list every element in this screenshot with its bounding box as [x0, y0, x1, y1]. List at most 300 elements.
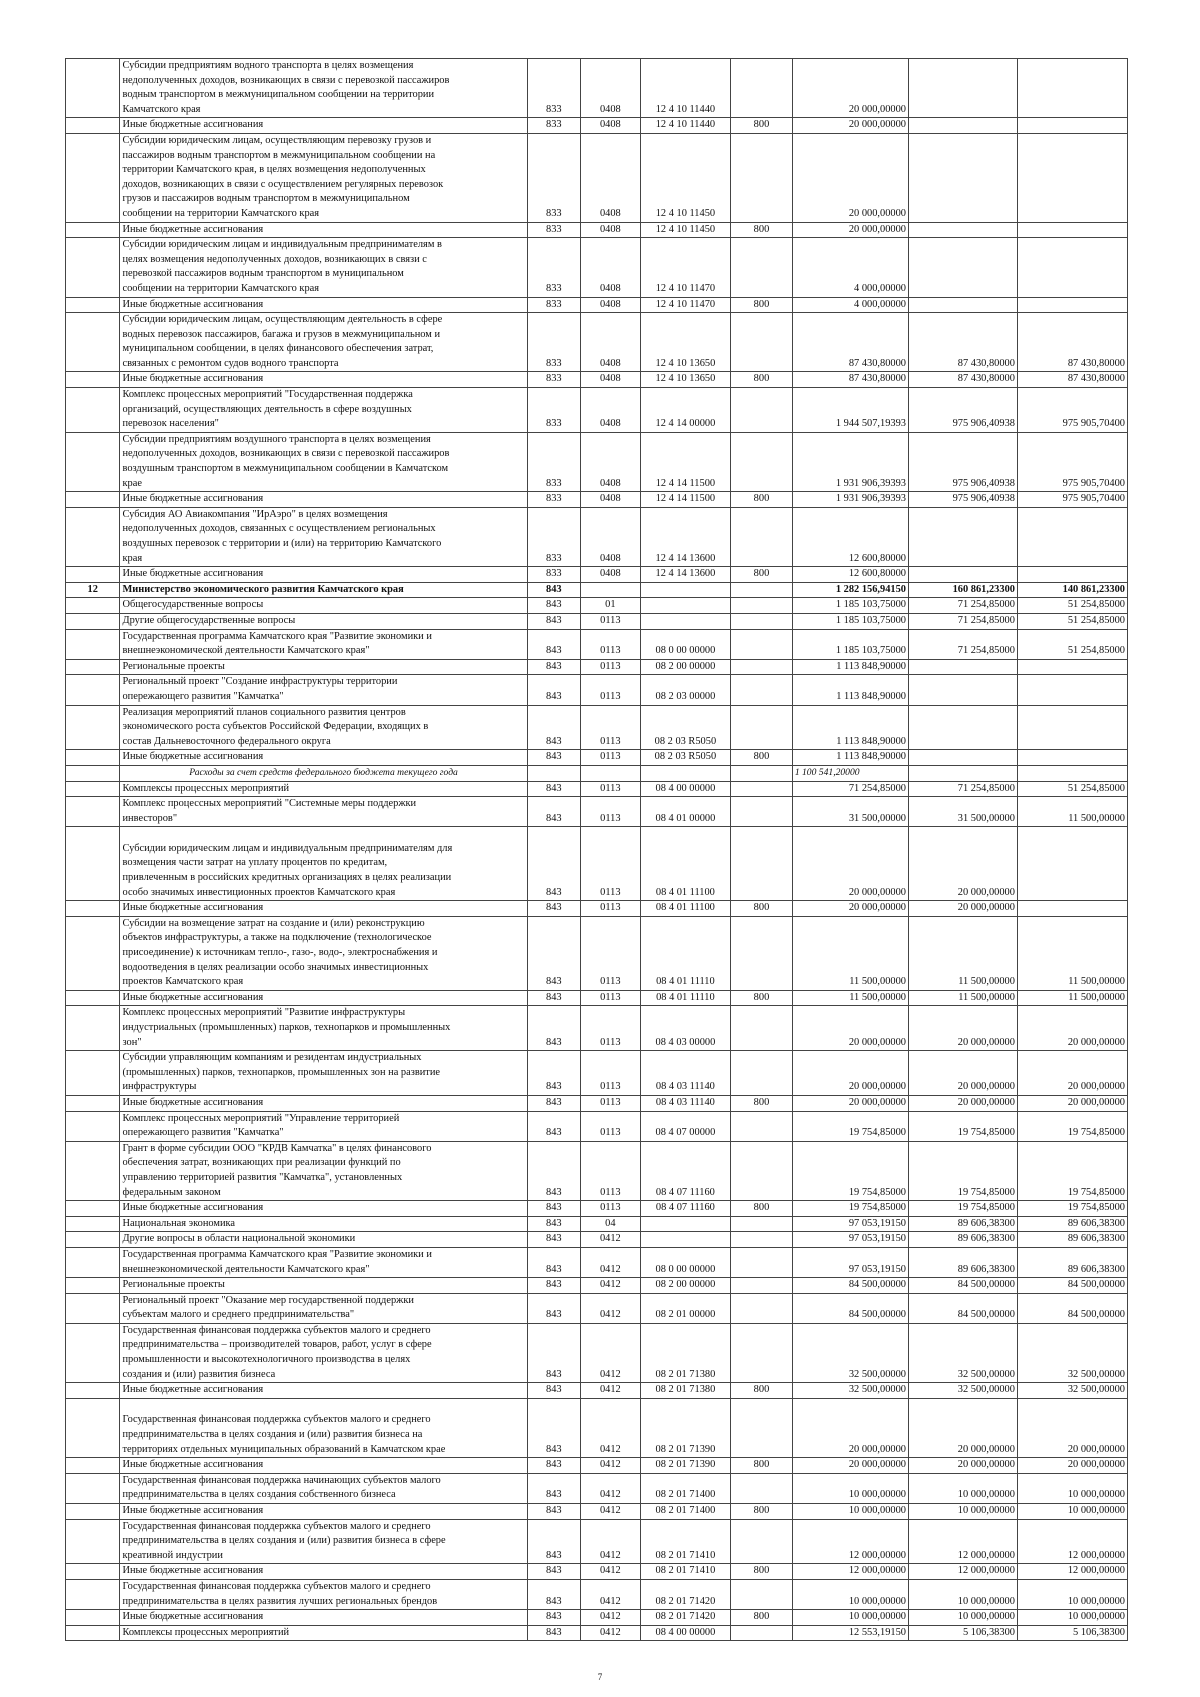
cell-sum-year-2: 89 606,38300 [908, 1247, 1017, 1277]
cell-sum-year-2 [908, 507, 1017, 566]
cell-code-gr: 843 [527, 1278, 580, 1294]
cell-code-gr: 843 [527, 1458, 580, 1474]
cell-code-cs: 08 2 01 71380 [640, 1383, 730, 1399]
cell-sum-year-1: 11 500,00000 [792, 990, 908, 1006]
cell-row-number [66, 1610, 120, 1626]
cell-sum-year-1: 84 500,00000 [792, 1278, 908, 1294]
cell-code-vr [731, 1398, 793, 1457]
cell-sum-year-2 [908, 297, 1017, 313]
cell-sum-year-1: 20 000,00000 [792, 1051, 908, 1096]
cell-code-cs: 08 4 01 11110 [640, 916, 730, 990]
cell-row-number [66, 1095, 120, 1111]
cell-code-rz: 0412 [581, 1247, 641, 1277]
cell-sum-year-3: 89 606,38300 [1017, 1232, 1127, 1248]
cell-item-name: Иные бюджетные ассигнования [120, 750, 527, 766]
cell-code-vr [731, 59, 793, 118]
cell-code-cs: 12 4 10 11450 [640, 133, 730, 222]
cell-sum-year-3: 84 500,00000 [1017, 1293, 1127, 1323]
cell-sum-year-3: 32 500,00000 [1017, 1323, 1127, 1382]
cell-code-cs: 08 4 00 00000 [640, 1625, 730, 1641]
cell-code-gr: 843 [527, 1473, 580, 1503]
cell-row-number [66, 797, 120, 827]
cell-item-name: Государственная финансовая поддержка субъектов малого и среднего предпринимательства – производителей товаров, работ, услуг в сфере промышленности и высокотехнологичного производства в целях создания и (или) развития бизнеса [120, 1323, 527, 1382]
cell-sum-year-3: 140 861,23300 [1017, 582, 1127, 598]
cell-sum-year-3: 89 606,38300 [1017, 1247, 1127, 1277]
cell-code-vr: 800 [731, 1504, 793, 1520]
table-row [66, 1398, 1128, 1457]
cell-code-gr: 843 [527, 1111, 580, 1141]
cell-code-vr [731, 916, 793, 990]
cell-sum-year-1: 11 500,00000 [792, 916, 908, 990]
cell-sum-year-1: 87 430,80000 [792, 313, 908, 372]
table-row [66, 797, 1128, 827]
table-row [66, 613, 1128, 629]
cell-sum-year-3 [1017, 659, 1127, 675]
cell-sum-year-3 [1017, 59, 1127, 118]
cell-sum-year-2: 10 000,00000 [908, 1473, 1017, 1503]
table-row [66, 1293, 1128, 1323]
table-row [66, 990, 1128, 1006]
cell-sum-year-1: 12 600,80000 [792, 507, 908, 566]
cell-sum-year-1: 20 000,00000 [792, 827, 908, 901]
cell-sum-year-1: 97 053,19150 [792, 1232, 908, 1248]
cell-sum-year-2: 12 000,00000 [908, 1564, 1017, 1580]
cell-code-gr: 843 [527, 990, 580, 1006]
cell-code-gr: 843 [527, 1141, 580, 1200]
cell-code-cs: 08 0 00 00000 [640, 1247, 730, 1277]
table-row [66, 388, 1128, 433]
cell-sum-year-1: 20 000,00000 [792, 222, 908, 238]
cell-sum-year-3: 20 000,00000 [1017, 1051, 1127, 1096]
cell-row-number [66, 1006, 120, 1051]
cell-sum-year-1: 1 931 906,39393 [792, 432, 908, 491]
cell-code-rz: 0408 [581, 133, 641, 222]
cell-sum-year-3 [1017, 238, 1127, 297]
table-row [66, 765, 1128, 781]
cell-sum-year-3: 11 500,00000 [1017, 797, 1127, 827]
cell-code-vr [731, 1216, 793, 1232]
cell-row-number [66, 313, 120, 372]
cell-code-cs: 08 2 03 R5050 [640, 705, 730, 750]
budget-table-body [66, 59, 1128, 1641]
cell-sum-year-2: 31 500,00000 [908, 797, 1017, 827]
cell-sum-year-2: 87 430,80000 [908, 313, 1017, 372]
cell-sum-year-1: 12 000,00000 [792, 1564, 908, 1580]
cell-code-cs: 08 4 03 11140 [640, 1051, 730, 1096]
cell-code-rz: 0412 [581, 1293, 641, 1323]
cell-code-vr [731, 582, 793, 598]
cell-item-name: Субсидии юридическим лицам, осуществляющим деятельность в сфере водных перевозок пассажиров, багажа и грузов в межмуниципальном и муниципальном сообщении, в целях финансового обеспечения затрат, связанных с ремонтом судов водного транспорта [120, 313, 527, 372]
table-row [66, 1006, 1128, 1051]
cell-sum-year-1: 20 000,00000 [792, 118, 908, 134]
cell-sum-year-1: 10 000,00000 [792, 1504, 908, 1520]
cell-code-gr [527, 765, 580, 781]
cell-item-name: Иные бюджетные ассигнования [120, 1458, 527, 1474]
table-row [66, 1473, 1128, 1503]
cell-code-rz: 0113 [581, 1095, 641, 1111]
cell-sum-year-1: 1 100 541,20000 [792, 765, 908, 781]
cell-code-rz: 0412 [581, 1473, 641, 1503]
cell-sum-year-2: 5 106,38300 [908, 1625, 1017, 1641]
cell-sum-year-3: 20 000,00000 [1017, 1095, 1127, 1111]
cell-row-number [66, 675, 120, 705]
cell-code-rz: 0113 [581, 629, 641, 659]
cell-row-number [66, 1458, 120, 1474]
cell-sum-year-3 [1017, 901, 1127, 917]
cell-sum-year-3 [1017, 133, 1127, 222]
cell-code-cs [640, 765, 730, 781]
cell-sum-year-2 [908, 567, 1017, 583]
cell-code-gr: 833 [527, 507, 580, 566]
table-row [66, 659, 1128, 675]
cell-sum-year-3 [1017, 567, 1127, 583]
cell-code-rz: 0113 [581, 705, 641, 750]
cell-sum-year-1: 1 944 507,19393 [792, 388, 908, 433]
cell-sum-year-1: 1 113 848,90000 [792, 750, 908, 766]
cell-item-name: Иные бюджетные ассигнования [120, 297, 527, 313]
cell-sum-year-3 [1017, 118, 1127, 134]
cell-code-vr: 800 [731, 1458, 793, 1474]
cell-code-vr [731, 1519, 793, 1564]
cell-code-gr: 843 [527, 1247, 580, 1277]
cell-code-rz: 0412 [581, 1383, 641, 1399]
cell-sum-year-2: 20 000,00000 [908, 1095, 1017, 1111]
cell-row-number [66, 1216, 120, 1232]
cell-code-vr: 800 [731, 492, 793, 508]
cell-sum-year-2 [908, 705, 1017, 750]
cell-code-rz: 0408 [581, 492, 641, 508]
cell-code-cs: 12 4 14 00000 [640, 388, 730, 433]
cell-code-vr [731, 629, 793, 659]
cell-code-vr: 800 [731, 901, 793, 917]
table-row [66, 629, 1128, 659]
cell-row-number [66, 629, 120, 659]
cell-item-name: Субсидии юридическим лицам и индивидуальным предпринимателям в целях возмещения недополученных доходов, возникающих в связи с перевозкой пассажиров водным транспортом в муниципальном сообщении на территории Камчатского края [120, 238, 527, 297]
cell-code-rz: 0412 [581, 1232, 641, 1248]
cell-sum-year-2: 19 754,85000 [908, 1201, 1017, 1217]
cell-sum-year-2: 32 500,00000 [908, 1323, 1017, 1382]
cell-code-rz: 0113 [581, 797, 641, 827]
cell-code-cs: 08 2 01 71390 [640, 1458, 730, 1474]
cell-sum-year-3 [1017, 827, 1127, 901]
cell-code-vr [731, 797, 793, 827]
cell-row-number [66, 118, 120, 134]
cell-code-gr: 843 [527, 1095, 580, 1111]
cell-sum-year-2: 87 430,80000 [908, 372, 1017, 388]
cell-code-gr: 833 [527, 238, 580, 297]
cell-item-name: Региональный проект "Оказание мер государственной поддержки субъектам малого и среднего предпринимательства" [120, 1293, 527, 1323]
cell-code-vr [731, 827, 793, 901]
cell-code-vr [731, 1278, 793, 1294]
cell-item-name: Иные бюджетные ассигнования [120, 222, 527, 238]
cell-code-cs: 08 2 00 00000 [640, 1278, 730, 1294]
cell-item-name: Другие вопросы в области национальной экономики [120, 1232, 527, 1248]
cell-row-number [66, 1519, 120, 1564]
cell-code-vr [731, 781, 793, 797]
cell-code-rz: 0113 [581, 916, 641, 990]
cell-item-name: Иные бюджетные ассигнования [120, 990, 527, 1006]
cell-code-vr [731, 613, 793, 629]
cell-item-name: Грант в форме субсидии ООО "КРДВ Камчатка" в целях финансового обеспечения затрат, возникающих при реализации функций по управлению территорией развития "Камчатка", установленных федеральным законом [120, 1141, 527, 1200]
cell-code-cs: 12 4 10 11450 [640, 222, 730, 238]
cell-code-rz: 0412 [581, 1564, 641, 1580]
cell-row-number [66, 1232, 120, 1248]
cell-code-gr: 833 [527, 388, 580, 433]
cell-sum-year-1: 32 500,00000 [792, 1323, 908, 1382]
cell-code-rz: 0113 [581, 1201, 641, 1217]
cell-sum-year-2: 71 254,85000 [908, 613, 1017, 629]
cell-sum-year-2: 975 906,40938 [908, 432, 1017, 491]
cell-code-rz: 0412 [581, 1610, 641, 1626]
cell-sum-year-3: 87 430,80000 [1017, 313, 1127, 372]
table-row [66, 1610, 1128, 1626]
table-row [66, 372, 1128, 388]
cell-sum-year-2: 71 254,85000 [908, 781, 1017, 797]
cell-sum-year-1: 4 000,00000 [792, 297, 908, 313]
cell-code-rz: 0113 [581, 1006, 641, 1051]
cell-code-vr: 800 [731, 118, 793, 134]
cell-row-number [66, 1141, 120, 1200]
cell-sum-year-2: 10 000,00000 [908, 1610, 1017, 1626]
cell-sum-year-3: 20 000,00000 [1017, 1458, 1127, 1474]
cell-item-name: Иные бюджетные ассигнования [120, 1095, 527, 1111]
cell-code-rz: 0412 [581, 1519, 641, 1564]
table-row [66, 297, 1128, 313]
cell-code-rz: 0412 [581, 1458, 641, 1474]
cell-item-name: Региональный проект "Создание инфраструктуры территории опережающего развития "Камчатка" [120, 675, 527, 705]
cell-row-number [66, 388, 120, 433]
cell-code-cs: 12 4 10 11440 [640, 59, 730, 118]
cell-code-rz: 0408 [581, 313, 641, 372]
table-row [66, 781, 1128, 797]
cell-sum-year-3 [1017, 297, 1127, 313]
cell-item-name: Комплекс процессных мероприятий "Системные меры поддержки инвесторов" [120, 797, 527, 827]
cell-code-gr: 843 [527, 1625, 580, 1641]
cell-sum-year-1: 20 000,00000 [792, 901, 908, 917]
cell-row-number [66, 1383, 120, 1399]
cell-sum-year-2 [908, 675, 1017, 705]
cell-sum-year-2: 89 606,38300 [908, 1216, 1017, 1232]
cell-code-gr: 843 [527, 1006, 580, 1051]
cell-row-number [66, 598, 120, 614]
cell-sum-year-2: 19 754,85000 [908, 1141, 1017, 1200]
cell-code-cs: 08 4 01 11110 [640, 990, 730, 1006]
table-row [66, 1458, 1128, 1474]
cell-code-gr: 843 [527, 1323, 580, 1382]
cell-code-vr [731, 507, 793, 566]
cell-sum-year-2: 20 000,00000 [908, 1006, 1017, 1051]
cell-sum-year-1: 1 113 848,90000 [792, 705, 908, 750]
cell-sum-year-3: 10 000,00000 [1017, 1504, 1127, 1520]
cell-row-number [66, 827, 120, 901]
table-row [66, 675, 1128, 705]
cell-code-vr [731, 1625, 793, 1641]
cell-code-gr: 843 [527, 750, 580, 766]
cell-sum-year-1: 10 000,00000 [792, 1610, 908, 1626]
cell-code-vr [731, 313, 793, 372]
cell-code-gr: 843 [527, 1519, 580, 1564]
table-row [66, 1323, 1128, 1382]
cell-code-vr [731, 765, 793, 781]
cell-code-rz [581, 765, 641, 781]
cell-code-vr: 800 [731, 1610, 793, 1626]
cell-code-vr [731, 133, 793, 222]
cell-sum-year-3: 975 905,70400 [1017, 432, 1127, 491]
cell-sum-year-1: 12 553,19150 [792, 1625, 908, 1641]
cell-item-name: Иные бюджетные ассигнования [120, 1201, 527, 1217]
cell-item-name: Иные бюджетные ассигнования [120, 1564, 527, 1580]
cell-code-cs: 12 4 14 11500 [640, 492, 730, 508]
cell-sum-year-1: 84 500,00000 [792, 1293, 908, 1323]
cell-sum-year-3: 5 106,38300 [1017, 1625, 1127, 1641]
cell-sum-year-1: 20 000,00000 [792, 1398, 908, 1457]
cell-sum-year-1: 4 000,00000 [792, 238, 908, 297]
cell-code-gr: 843 [527, 1293, 580, 1323]
cell-code-gr: 843 [527, 598, 580, 614]
cell-code-gr: 843 [527, 629, 580, 659]
cell-item-name: Комплекс процессных мероприятий "Государственная поддержка организаций, осуществляющих деятельность в сфере воздушных перевозок населения" [120, 388, 527, 433]
cell-row-number [66, 765, 120, 781]
cell-sum-year-2 [908, 222, 1017, 238]
cell-code-vr [731, 1006, 793, 1051]
cell-code-gr: 833 [527, 432, 580, 491]
cell-item-name: Комплексы процессных мероприятий [120, 1625, 527, 1641]
cell-row-number [66, 659, 120, 675]
cell-item-name: Министерство экономического развития Камчатского края [120, 582, 527, 598]
cell-code-cs: 08 2 01 71420 [640, 1579, 730, 1609]
cell-code-cs: 12 4 14 11500 [640, 432, 730, 491]
cell-sum-year-2: 10 000,00000 [908, 1504, 1017, 1520]
cell-sum-year-1: 20 000,00000 [792, 133, 908, 222]
cell-code-rz: 0412 [581, 1323, 641, 1382]
cell-code-gr: 843 [527, 1564, 580, 1580]
cell-sum-year-3: 19 754,85000 [1017, 1201, 1127, 1217]
cell-code-gr: 843 [527, 1051, 580, 1096]
cell-sum-year-3: 87 430,80000 [1017, 372, 1127, 388]
cell-row-number [66, 432, 120, 491]
cell-code-vr [731, 1141, 793, 1200]
cell-sum-year-3: 12 000,00000 [1017, 1519, 1127, 1564]
cell-code-vr: 800 [731, 222, 793, 238]
cell-item-name: Государственная финансовая поддержка субъектов малого и среднего предпринимательства в целях создания и (или) развития бизнеса на территориях отдельных муниципальных образований в Камчатском крае [120, 1398, 527, 1457]
cell-code-rz: 0113 [581, 750, 641, 766]
cell-code-cs: 08 2 00 00000 [640, 659, 730, 675]
cell-sum-year-1: 32 500,00000 [792, 1383, 908, 1399]
cell-sum-year-1: 1 113 848,90000 [792, 659, 908, 675]
cell-sum-year-2 [908, 765, 1017, 781]
cell-item-name: Субсидии юридическим лицам и индивидуальным предпринимателям для возмещения части затрат на уплату процентов по кредитам, привлеченным в российских кредитных организациях в целях реализации особо значимых инвестиционных проектов Камчатского края [120, 827, 527, 901]
cell-code-gr: 833 [527, 297, 580, 313]
cell-code-cs: 12 4 10 11440 [640, 118, 730, 134]
cell-code-vr: 800 [731, 1564, 793, 1580]
cell-code-cs: 12 4 10 11470 [640, 297, 730, 313]
cell-code-gr: 843 [527, 1216, 580, 1232]
cell-sum-year-3 [1017, 765, 1127, 781]
cell-code-vr [731, 1111, 793, 1141]
cell-code-gr: 843 [527, 901, 580, 917]
table-row [66, 133, 1128, 222]
cell-code-rz: 0113 [581, 901, 641, 917]
cell-code-vr: 800 [731, 1095, 793, 1111]
cell-code-vr [731, 659, 793, 675]
cell-code-cs: 08 2 01 71410 [640, 1564, 730, 1580]
cell-item-name: Государственная программа Камчатского края "Развитие экономики и внешнеэкономической деятельности Камчатского края" [120, 629, 527, 659]
cell-sum-year-1: 87 430,80000 [792, 372, 908, 388]
cell-code-rz: 0412 [581, 1398, 641, 1457]
cell-code-vr [731, 388, 793, 433]
cell-sum-year-1: 10 000,00000 [792, 1579, 908, 1609]
cell-code-vr: 800 [731, 297, 793, 313]
cell-sum-year-1: 1 185 103,75000 [792, 598, 908, 614]
cell-code-rz: 0113 [581, 1051, 641, 1096]
table-row [66, 1383, 1128, 1399]
table-row [66, 1504, 1128, 1520]
cell-code-cs: 08 4 07 00000 [640, 1111, 730, 1141]
cell-sum-year-2: 84 500,00000 [908, 1293, 1017, 1323]
cell-sum-year-2: 20 000,00000 [908, 901, 1017, 917]
cell-code-vr [731, 1232, 793, 1248]
cell-code-cs: 08 4 07 11160 [640, 1141, 730, 1200]
cell-row-number [66, 916, 120, 990]
cell-sum-year-1: 1 185 103,75000 [792, 629, 908, 659]
cell-code-vr [731, 238, 793, 297]
cell-code-vr: 800 [731, 567, 793, 583]
cell-code-rz: 0113 [581, 675, 641, 705]
cell-row-number [66, 901, 120, 917]
cell-row-number [66, 297, 120, 313]
cell-sum-year-3: 10 000,00000 [1017, 1473, 1127, 1503]
cell-code-gr: 833 [527, 372, 580, 388]
cell-sum-year-1: 20 000,00000 [792, 1095, 908, 1111]
table-row [66, 582, 1128, 598]
cell-sum-year-2: 89 606,38300 [908, 1232, 1017, 1248]
cell-sum-year-2: 11 500,00000 [908, 990, 1017, 1006]
cell-code-rz: 0113 [581, 659, 641, 675]
cell-code-gr: 843 [527, 582, 580, 598]
cell-code-gr: 843 [527, 675, 580, 705]
cell-sum-year-2: 12 000,00000 [908, 1519, 1017, 1564]
cell-code-rz: 0408 [581, 432, 641, 491]
table-row [66, 705, 1128, 750]
cell-code-rz: 0408 [581, 507, 641, 566]
cell-sum-year-2: 19 754,85000 [908, 1111, 1017, 1141]
cell-row-number [66, 1323, 120, 1382]
cell-code-cs: 12 4 10 13650 [640, 372, 730, 388]
cell-code-rz: 0113 [581, 613, 641, 629]
cell-sum-year-1: 20 000,00000 [792, 1006, 908, 1051]
table-row [66, 1095, 1128, 1111]
cell-code-gr: 833 [527, 133, 580, 222]
table-row [66, 1519, 1128, 1564]
cell-sum-year-2: 71 254,85000 [908, 629, 1017, 659]
cell-item-name: Государственная финансовая поддержка субъектов малого и среднего предпринимательства в целях создания и (или) развития бизнеса в сфере креативной индустрии [120, 1519, 527, 1564]
cell-item-name: Национальная экономика [120, 1216, 527, 1232]
table-row [66, 1111, 1128, 1141]
table-row [66, 598, 1128, 614]
cell-item-name: Иные бюджетные ассигнования [120, 118, 527, 134]
cell-item-name: Другие общегосударственные вопросы [120, 613, 527, 629]
cell-row-number [66, 613, 120, 629]
cell-item-name: Иные бюджетные ассигнования [120, 492, 527, 508]
cell-sum-year-3: 975 905,70400 [1017, 492, 1127, 508]
cell-code-gr: 843 [527, 659, 580, 675]
cell-code-cs: 08 4 01 11100 [640, 827, 730, 901]
cell-code-rz: 0408 [581, 567, 641, 583]
cell-sum-year-3: 10 000,00000 [1017, 1610, 1127, 1626]
cell-code-vr [731, 1247, 793, 1277]
cell-sum-year-2: 20 000,00000 [908, 1051, 1017, 1096]
cell-sum-year-1: 31 500,00000 [792, 797, 908, 827]
